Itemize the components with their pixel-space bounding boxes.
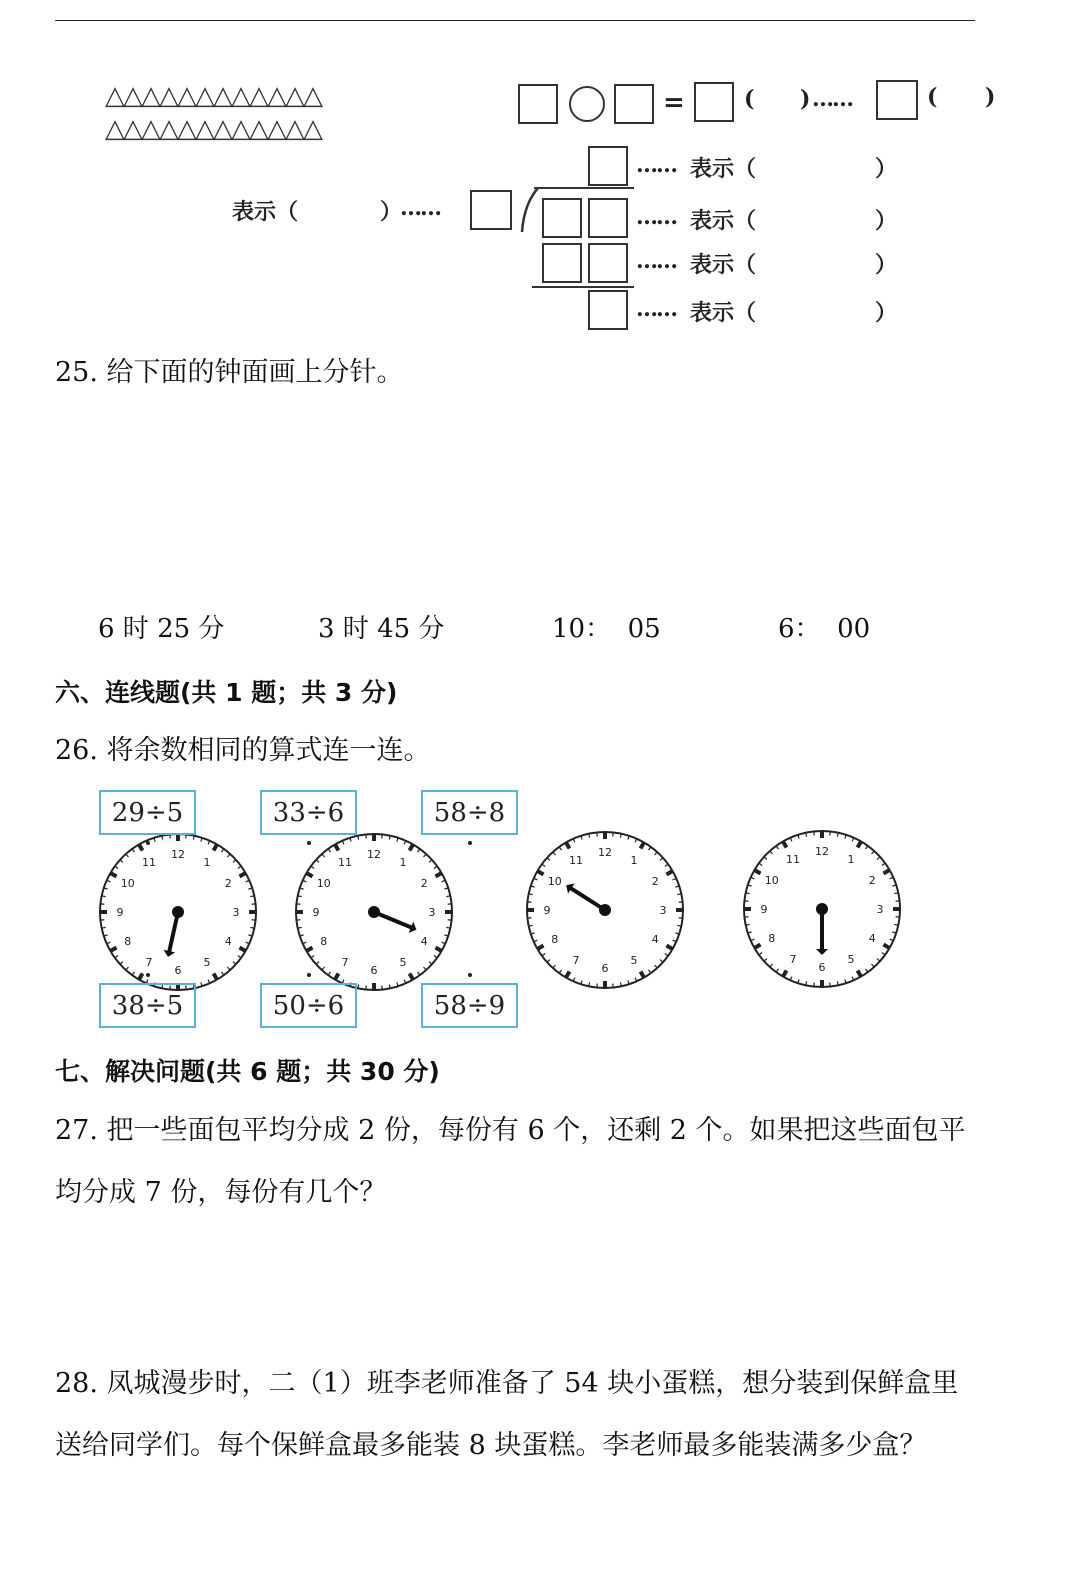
clock-2-caption: 3 时 45 分 [318,614,445,644]
minute-tick [620,834,621,838]
clock-number: 10 [120,877,135,890]
ld-bracket [518,186,542,236]
minute-tick [193,836,194,840]
quotient-represents-label: 表示（ [690,156,757,182]
clock-4[interactable] [740,827,904,991]
expr-top-1[interactable]: 29÷5 [99,790,196,835]
clock-number: 3 [876,903,884,916]
clock-number: 4 [420,935,428,948]
clock-number: 1 [399,855,407,869]
clock-number: 2 [868,874,876,887]
answer-box-divisor[interactable] [614,84,654,124]
clock-number: 6 [818,961,826,974]
minute-tick [446,927,450,928]
quotient-dots: …… [636,152,676,178]
minute-tick [806,981,807,985]
clock-number: 7 [341,956,349,970]
minute-tick [837,981,838,985]
clock-number: 9 [760,903,768,916]
clock-number: 3 [659,904,667,917]
minute-tick [529,925,533,926]
clock-number: 10 [547,875,562,888]
triangle-row-2: △△△△△△△△△△△△ [105,114,321,144]
minute-tick [250,927,254,928]
remainder-represents-close: ） [875,300,898,326]
dividend-represents-label: 表示（ [690,208,757,234]
clock-number: 6 [370,964,378,977]
division-diagram [0,0,1080,340]
connect-dot-top-1[interactable] [146,841,150,845]
clock-1-caption: 6 时 25 分 [98,614,225,644]
minute-tick [837,833,838,837]
clock-4-caption: 6： 00 [778,614,871,644]
minute-tick [389,836,390,840]
clock-center [599,904,611,916]
clock-number: 12 [171,848,185,861]
quotient-paren-open: ( [744,86,755,112]
clock-number: 5 [847,953,855,967]
minute-tick [250,896,254,897]
minute-tick [298,896,302,897]
clock-1[interactable] [96,830,260,994]
ld-box-product-tens[interactable] [542,243,582,283]
section-6-title: 六、连线题(共 1 题；共 3 分) [55,678,398,707]
quotient-paren-close: ) [800,86,811,112]
answer-box-remainder[interactable] [876,80,918,120]
minute-tick [677,925,681,926]
remainder-paren-open: ( [927,84,938,110]
answer-box-quotient[interactable] [694,82,734,122]
clock-number: 11 [142,855,156,869]
clock-3-caption: 10： 05 [552,614,661,644]
clock-number: 12 [367,848,381,861]
equals-sign: = [663,88,685,118]
ld-box-dividend-ones[interactable] [588,198,628,238]
minute-tick [358,836,359,840]
clock-number: 8 [320,935,328,948]
product-dots: …… [636,248,676,274]
expr-bottom-3[interactable]: 58÷9 [421,983,518,1028]
expr-top-2[interactable]: 33÷6 [260,790,357,835]
minute-tick [389,984,390,988]
clock-number: 11 [569,853,583,867]
ld-box-product-ones[interactable] [588,243,628,283]
minute-tick [358,984,359,988]
connect-dot-top-3[interactable] [468,841,472,845]
q27-line-2: 均分成 7 份，每份有几个？ [55,1177,387,1208]
product-represents-label: 表示（ [690,252,757,278]
answer-box-dividend[interactable] [518,84,558,124]
clock-number: 10 [316,877,331,890]
clock-number: 4 [651,933,659,946]
clock-number: 7 [145,956,153,970]
clock-number: 11 [786,852,800,866]
clock-number: 4 [868,932,876,945]
clock-number: 7 [572,954,580,968]
clock-number: 3 [428,906,436,919]
dividend-dots: …… [636,204,676,230]
clock-number: 1 [203,855,211,869]
minute-tick [589,834,590,838]
clock-number: 3 [232,906,240,919]
divisor-dots: …… [400,195,440,221]
minute-tick [746,893,750,894]
remainder-dots: …… [636,296,676,322]
q26-prompt: 26. 将余数相同的算式连一连。 [55,735,431,766]
clock-number: 5 [203,956,211,970]
ld-quotient-underline [534,187,634,189]
triangle-row-1: △△△△△△△△△△△△ [105,81,321,111]
clock-number: 12 [815,845,829,858]
minute-tick [806,833,807,837]
clock-number: 9 [116,906,124,919]
minute-tick [677,894,681,895]
clock-number: 1 [630,853,638,867]
minute-tick [746,924,750,925]
ld-box-quotient[interactable] [588,146,628,186]
remainder-paren-close: ) [985,84,996,110]
ld-subtract-line [532,286,634,288]
section-7-title: 七、解决问题(共 6 题；共 30 分) [55,1057,440,1086]
clock-number: 9 [312,906,320,919]
clock-number: 5 [630,954,638,968]
clock-number: 6 [174,964,182,977]
clock-number: 8 [551,933,559,946]
connect-dot-bottom-3[interactable] [468,973,472,977]
ld-box-dividend-tens[interactable] [542,198,582,238]
clock-number: 4 [224,935,232,948]
expr-top-3[interactable]: 58÷8 [421,790,518,835]
product-represents-close: ） [875,252,898,278]
ld-box-divisor[interactable] [470,190,512,230]
clock-number: 9 [543,904,551,917]
minute-tick [894,893,898,894]
minute-tick [446,896,450,897]
connect-dot-bottom-1[interactable] [146,973,150,977]
clock-number: 10 [764,874,779,887]
clock-3[interactable] [523,828,687,992]
clock-number: 12 [598,846,612,859]
q25-prompt: 25. 给下面的钟面画上分针。 [55,357,404,388]
operator-circle[interactable] [569,86,605,122]
dots: …… [812,86,852,112]
clock-number: 8 [124,935,132,948]
clock-number: 11 [338,855,352,869]
q28-line-2: 送给同学们。每个保鲜盒最多能装 8 块蛋糕。李老师最多能装满多少盒？ [55,1430,927,1461]
clock-center [816,903,828,915]
clock-center [368,906,380,918]
clock-number: 1 [847,852,855,866]
minute-tick [102,896,106,897]
q28-line-1: 28. 凤城漫步时，二（1）班李老师准备了 54 块小蛋糕，想分装到保鲜盒里 [55,1368,959,1399]
clock-number: 2 [420,877,428,890]
clock-number: 5 [399,956,407,970]
quotient-represents-close: ） [875,156,898,182]
clock-center [172,906,184,918]
q27-line-1: 27. 把一些面包平均分成 2 份，每份有 6 个，还剩 2 个。如果把这些面包平 [55,1115,966,1146]
minute-tick [589,982,590,986]
connect-dot-top-2[interactable] [307,841,311,845]
connect-dot-bottom-2[interactable] [307,973,311,977]
minute-tick [162,836,163,840]
divisor-represents-close: ） [380,199,403,225]
minute-tick [620,982,621,986]
clock-number: 2 [651,875,659,888]
minute-tick [102,927,106,928]
expr-bottom-2[interactable]: 50÷6 [260,983,357,1028]
remainder-represents-label: 表示（ [690,300,757,326]
q27-answer-area[interactable] [55,1220,985,1350]
minute-tick [529,894,533,895]
clock-number: 6 [601,962,609,975]
expr-bottom-1[interactable]: 38÷5 [99,983,196,1028]
divisor-represents-label: 表示（ [232,199,299,225]
q28-answer-area[interactable] [55,1475,985,1585]
minute-tick [894,924,898,925]
clock-number: 8 [768,932,776,945]
clock-2[interactable] [292,830,456,994]
clock-number: 2 [224,877,232,890]
ld-box-remainder[interactable] [588,290,628,330]
clock-number: 7 [789,953,797,967]
minute-tick [298,927,302,928]
dividend-represents-close: ） [875,208,898,234]
